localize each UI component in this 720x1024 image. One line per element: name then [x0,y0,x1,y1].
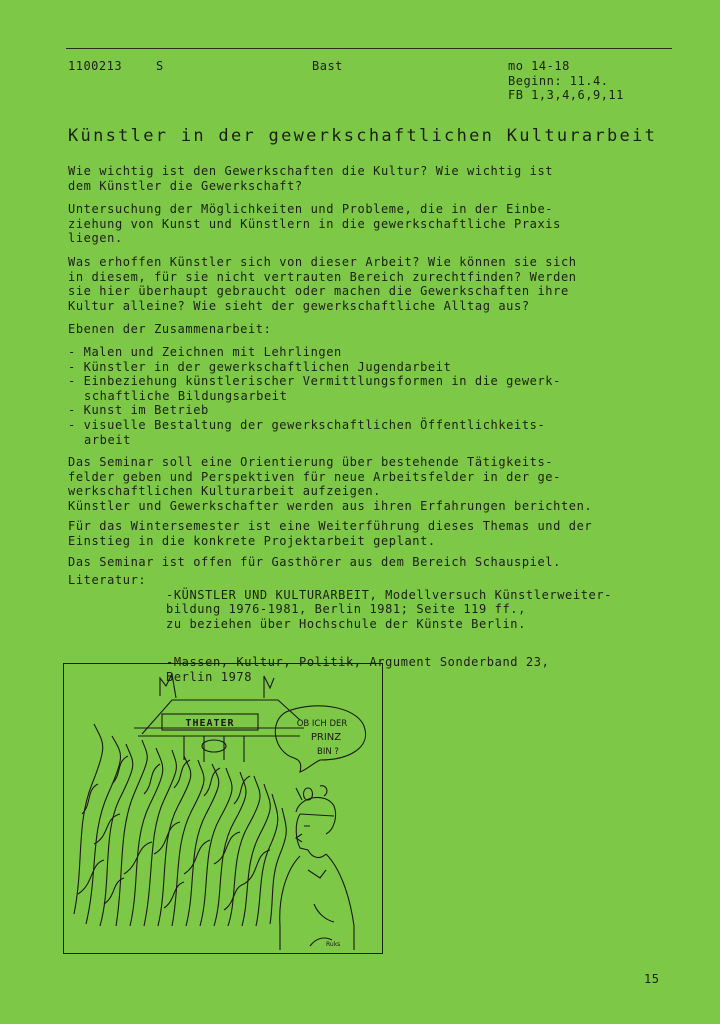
schedule-time: mo 14-18 [508,59,570,73]
schedule-begin: Beginn: 11.4. [508,73,609,88]
page-number: 15 [644,972,660,986]
literature-entry: -KÜNSTLER UND KULTURARBEIT, Modellversuch Künstlerweiter- bildung 1976-1981, Berlin 1981; Seite 119 ff., zu beziehen über Hochschule der Künste Berlin. [166,587,613,632]
header-rule [66,48,672,49]
paragraph: Was erhoffen Künstler sich von dieser Arbeit? Wie können sie sich in diesem, für sie nicht vertrauten Bereich zurechtfinden? Werden sie hier überhaupt gebraucht oder machen die Gewerkschaften ihre Kultur alleine? Wie sieht der gewerkschaftliche Alltag aus? [68,254,577,313]
page-title: Künstler in der gewerkschaftlichen Kulturarbeit [68,126,658,146]
paragraph: Das Seminar soll eine Orientierung über bestehende Tätigkeits- felder geben und Perspektiven für neue Arbeitsfelder in der ge- werkschaftlichen Kulturarbeit aufzeigen. Künstler und Gewerkschafter werden aus ihren Erfahrungen berichten. [68,455,593,513]
literature-label: Literatur: [68,573,147,588]
paragraph: Wie wichtig ist den Gewerkschaften die Kultur? Wie wichtig ist dem Künstler die Gewerkschaft? [68,164,554,193]
list-item: - Malen und Zeichnen mit Lehrlingen [68,344,342,359]
paragraph: Untersuchung der Möglichkeiten und Probleme, die in der Einbe- ziehung von Kunst und Künstlern in die gewerkschaftliche Praxis liegen. [68,202,561,246]
list-item: - Künstler in der gewerkschaftlichen Jugendarbeit [68,359,452,374]
face [296,814,326,857]
body-outline [280,854,354,950]
speech-line-1: OB ICH DER [296,719,348,729]
schedule-block [508,59,624,103]
cartoon-illustration [63,663,383,954]
speech-line-2: PRINZ [310,732,342,743]
course-code: 1100213 [68,59,123,73]
paragraph: Für das Wintersemester ist eine Weiterführung dieses Themas und der Einstieg in die konkrete Projektarbeit geplant. [68,519,593,549]
speech-line-3: BIN ? [317,747,339,757]
schedule-fb: FB 1,3,4,6,9,11 [508,88,624,102]
paragraph: Das Seminar ist offen für Gasthörer aus dem Bereich Schauspiel. [68,554,561,569]
list-heading: Ebenen der Zusammenarbeit: [68,322,272,337]
theater-sign: THEATER [185,718,235,729]
lecturer-name: Bast [312,59,343,73]
literature-entry: -Massen, Kultur, Politik, Argument Sonderband 23, Berlin 1978 [166,655,550,684]
cartoon-drawing [64,664,382,953]
semester-mark: S [156,59,164,73]
cooperation-list [68,345,668,447]
list-item: - Kunst im Betrieb [68,403,209,418]
list-item: - visuelle Bestaltung der gewerkschaftlichen Öffentlichkeits- arbeit [68,417,546,447]
list-item: - Einbeziehung künstlerischer Vermittlungsformen in die gewerk- schaftliche Bildungsarbeit [68,374,561,403]
artist-signature: Ruks [326,941,341,948]
body-text [68,164,668,708]
